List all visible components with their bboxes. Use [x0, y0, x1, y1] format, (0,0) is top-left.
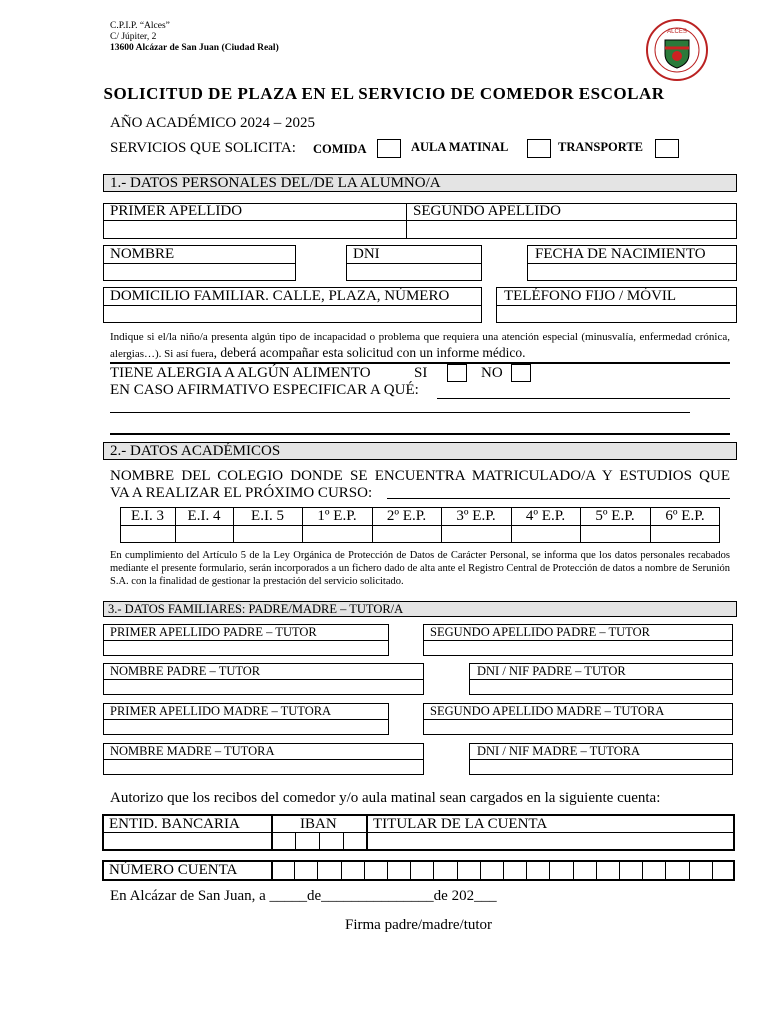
nombre-label: NOMBRE — [110, 246, 175, 262]
school-city: 13600 Alcázar de San Juan (Ciudad Real) — [110, 43, 279, 53]
course-check-1[interactable] — [121, 526, 174, 542]
services-label: SERVICIOS QUE SOLICITA: — [110, 140, 296, 156]
course-label-6: 3º E.P. — [456, 508, 496, 524]
domicilio-field[interactable] — [104, 306, 481, 322]
padre-apellido2-field[interactable] — [424, 641, 732, 655]
primer-apellido-label: PRIMER APELLIDO — [110, 203, 243, 219]
alergia-label: TIENE ALERGIA A ALGÚN ALIMENTO — [110, 365, 371, 381]
account-digit-14[interactable] — [574, 862, 595, 879]
course-label-4: 1º E.P. — [317, 508, 357, 524]
padre-nombre-field[interactable] — [104, 680, 423, 694]
madre-apellido1-field[interactable] — [104, 720, 388, 734]
alergia-no-label: NO — [481, 365, 503, 381]
account-digit-13[interactable] — [550, 862, 571, 879]
medical-note-emphasis: , deberá acompañar esta solicitud con un informe médico. — [213, 345, 526, 360]
account-digit-12[interactable] — [527, 862, 548, 879]
school-name: C.P.I.P. “Alces” — [110, 21, 170, 31]
section2-header — [103, 442, 737, 460]
padre-apellido2-label: SEGUNDO APELLIDO PADRE – TUTOR — [430, 625, 650, 639]
course-check-2[interactable] — [176, 526, 232, 542]
alergia-no-checkbox[interactable] — [511, 364, 531, 382]
titular-field[interactable] — [369, 834, 733, 849]
segundo-apellido-field[interactable] — [407, 221, 736, 238]
place-date: En Alcázar de San Juan, a _____de_______________de 202___ — [110, 888, 497, 904]
course-check-8[interactable] — [581, 526, 649, 542]
course-label-2: E.I. 4 — [187, 508, 221, 524]
section1-title: 1.- DATOS PERSONALES DEL/DE LA ALUMNO/A — [110, 175, 441, 191]
course-label-8: 5º E.P. — [595, 508, 635, 524]
course-check-4[interactable] — [303, 526, 371, 542]
account-digit-3[interactable] — [318, 862, 339, 879]
account-digit-8[interactable] — [434, 862, 455, 879]
madre-apellido2-field[interactable] — [424, 720, 732, 734]
medical-note — [110, 330, 730, 362]
account-digit-1[interactable] — [272, 862, 293, 879]
nombre-field[interactable] — [104, 264, 295, 280]
course-check-3[interactable] — [234, 526, 301, 542]
titular-label: TITULAR DE LA CUENTA — [373, 816, 548, 832]
medical-note-text: Indique si el/la niño/a presenta algún tipo de incapacidad o problema que requiera una atención especial (minusvalía, enfermedad crónica, alergias…). Si así fuera — [110, 331, 730, 360]
firma-label: Firma padre/madre/tutor — [345, 917, 493, 933]
madre-nombre-label: NOMBRE MADRE – TUTORA — [110, 744, 275, 758]
course-check-5[interactable] — [373, 526, 440, 542]
account-digit-17[interactable] — [643, 862, 664, 879]
school-street: C/ Júpiter, 2 — [110, 32, 157, 42]
especificar-line[interactable] — [437, 398, 730, 399]
fecha-label: FECHA DE NACIMIENTO — [535, 246, 706, 262]
colegio-line2: VA A REALIZAR EL PRÓXIMO CURSO: — [110, 485, 373, 501]
course-check-7[interactable] — [512, 526, 579, 542]
course-label-7: 4º E.P. — [525, 508, 566, 524]
padre-apellido1-field[interactable] — [104, 641, 388, 655]
madre-nombre-field[interactable] — [104, 760, 423, 774]
service-comida-checkbox[interactable] — [377, 139, 401, 158]
course-check-9[interactable] — [651, 526, 719, 542]
section1-header — [103, 174, 737, 192]
entidad-field[interactable] — [104, 834, 270, 849]
iban-field[interactable] — [274, 834, 365, 849]
segundo-apellido-label: SEGUNDO APELLIDO — [413, 203, 561, 219]
alergia-si-checkbox[interactable] — [447, 364, 467, 382]
page-title: SOLICITUD DE PLAZA EN EL SERVICIO DE COMEDOR ESCOLAR — [103, 84, 665, 103]
numero-cuenta-label: NÚMERO CUENTA — [109, 862, 238, 878]
course-check-6[interactable] — [442, 526, 510, 542]
account-digit-10[interactable] — [481, 862, 502, 879]
domicilio-label: DOMICILIO FAMILIAR. CALLE, PLAZA, NÚMERO — [110, 288, 450, 304]
account-digit-9[interactable] — [458, 862, 479, 879]
account-digit-18[interactable] — [666, 862, 687, 879]
academic-year: AÑO ACADÉMICO 2024 – 2025 — [110, 115, 316, 131]
colegio-line[interactable] — [387, 498, 730, 499]
account-digit-5[interactable] — [365, 862, 386, 879]
account-digit-15[interactable] — [597, 862, 618, 879]
padre-apellido1-label: PRIMER APELLIDO PADRE – TUTOR — [110, 625, 317, 639]
especificar-label: EN CASO AFIRMATIVO ESPECIFICAR A QUÉ: — [110, 382, 419, 398]
account-digit-20[interactable] — [713, 862, 734, 879]
service-comida-label: COMIDA — [313, 142, 367, 156]
fecha-field[interactable] — [528, 264, 736, 280]
section3-title: 3.- DATOS FAMILIARES: PADRE/MADRE – TUTOR/A — [108, 602, 404, 616]
course-label-3: E.I. 5 — [251, 508, 284, 524]
account-digit-4[interactable] — [342, 862, 363, 879]
madre-apellido2-label: SEGUNDO APELLIDO MADRE – TUTORA — [430, 704, 665, 718]
entidad-label: ENTID. BANCARIA — [109, 816, 240, 832]
alergia-si-label: SI — [414, 365, 428, 381]
account-digit-7[interactable] — [411, 862, 432, 879]
account-digit-11[interactable] — [504, 862, 525, 879]
service-aula-checkbox[interactable] — [527, 139, 551, 158]
service-aula-label: AULA MATINAL — [411, 140, 509, 154]
section3-header — [103, 601, 737, 617]
account-digit-16[interactable] — [620, 862, 641, 879]
service-transporte-checkbox[interactable] — [655, 139, 679, 158]
primer-apellido-field[interactable] — [104, 221, 405, 238]
especificar-line-2[interactable] — [110, 412, 690, 413]
telefono-field[interactable] — [497, 306, 736, 322]
school-logo — [645, 18, 709, 82]
section2-title: 2.- DATOS ACADÉMICOS — [110, 443, 281, 459]
course-label-9: 6º E.P. — [665, 508, 705, 524]
autorizo-text: Autorizo que los recibos del comedor y/o aula matinal sean cargados en la siguiente cuenta: — [110, 790, 661, 806]
padre-dni-field[interactable] — [470, 680, 732, 694]
account-digit-2[interactable] — [295, 862, 316, 879]
dni-field[interactable] — [347, 264, 481, 280]
course-label-1: E.I. 3 — [131, 508, 164, 524]
logo-text: ALCES — [667, 29, 687, 35]
dni-label: DNI — [353, 246, 380, 262]
madre-apellido1-label: PRIMER APELLIDO MADRE – TUTORA — [110, 704, 332, 718]
account-digit-19[interactable] — [690, 862, 711, 879]
padre-dni-label: DNI / NIF PADRE – TUTOR — [477, 664, 626, 678]
course-label-5: 2º E.P. — [386, 508, 427, 524]
iban-label: IBAN — [300, 816, 337, 832]
privacy-notice: En cumplimiento del Artículo 5 de la Ley Orgánica de Protección de Datos de Carácter Personal, se informa que los datos personales recabados mediante el presente formulario, serán incorporados a un fichero dado de alta ante el Registro Central de Protección de datos a nombre de Serunión S.A. con la finalidad de gestionar la prestación del servicio solicitado. — [110, 550, 730, 587]
telefono-label: TELÉFONO FIJO / MÓVIL — [504, 288, 677, 304]
service-transporte-label: TRANSPORTE — [558, 140, 643, 154]
madre-dni-label: DNI / NIF MADRE – TUTORA — [477, 744, 641, 758]
account-digit-6[interactable] — [388, 862, 409, 879]
padre-nombre-label: NOMBRE PADRE – TUTOR — [110, 664, 261, 678]
madre-dni-field[interactable] — [470, 760, 732, 774]
colegio-line1: NOMBRE DEL COLEGIO DONDE SE ENCUENTRA MATRICULADO/A Y ESTUDIOS QUE — [110, 468, 730, 484]
